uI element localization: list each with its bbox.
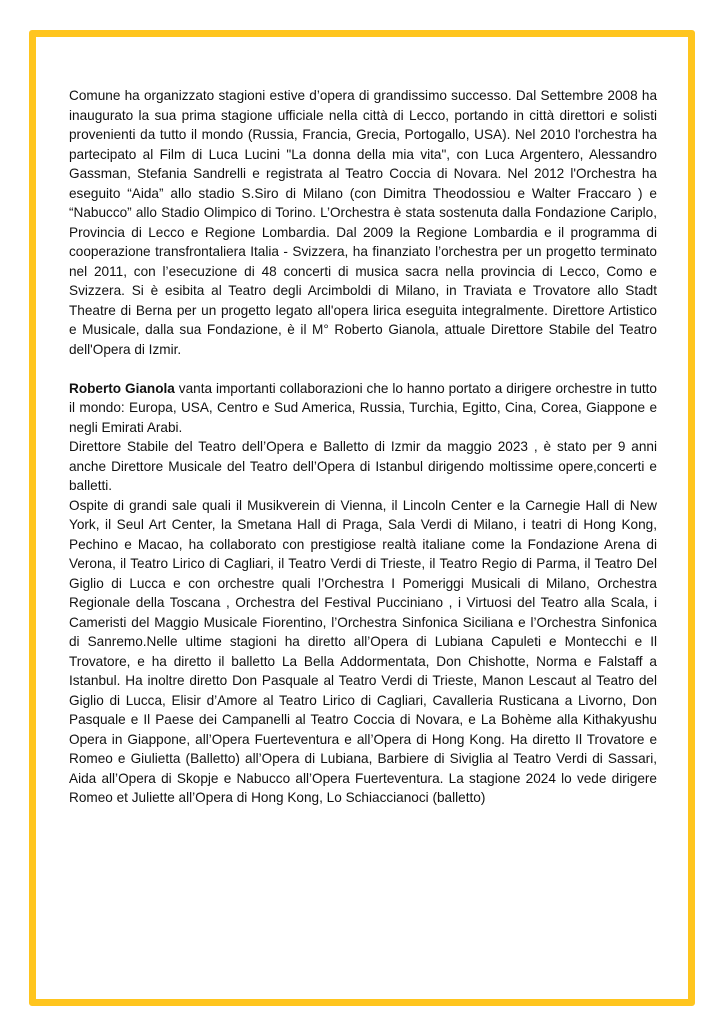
document-body [69, 86, 657, 808]
paragraph-spacer [69, 359, 657, 379]
paragraph-orchestra-history: Comune ha organizzato stagioni estive d’opera di grandissimo successo. Dal Settembre 2008 ha inaugurato la sua prima stagione ufficiale nella città di Lecco, portando in città direttori e solisti provenienti da tutto il mondo (Russia, Francia, Grecia, Portogallo, USA). Nel 2010 l'orchestra ha partecipato al Film di Luca Lucini "La donna della mia vita", con Luca Argentero, Alessandro Gassman, Stefania Sandrelli e registrata al Teatro Coccia di Novara. Nel 2012 l'Orchestra ha eseguito “Aida” allo stadio S.Siro di Milano (con Dimitra Theodossiou e Walter Fraccaro ) e “Nabucco” allo Stadio Olimpico di Torino. L’Orchestra è stata sostenuta dalla Fondazione Cariplo, Provincia di Lecco e Regione Lombardia. Dal 2009 la Regione Lombardia e il programma di cooperazione transfrontaliera Italia - Svizzera, ha finanziato l’orchestra per un progetto terminato nel 2011, con l’esecuzione di 48 concerti di musica sacra nella provincia di Lecco, Como e Svizzera. Si è esibita al Teatro degli Arcimboldi di Milano, in Traviata e Trovatore allo Stadt Theatre di Berna per un progetto legato all'opera lirica eseguita integralmente. Direttore Artistico e Musicale, dalla sua Fondazione, è il M° Roberto Gianola, attuale Direttore Stabile del Teatro dell'Opera di Izmir. [69, 88, 657, 357]
paragraph-gianola-intro [69, 379, 657, 438]
paragraph-izmir-istanbul: Direttore Stabile del Teatro dell’Opera e Balletto di Izmir da maggio 2023 , è stato per 9 anni anche Direttore Musicale del Teatro dell’Opera di Istanbul dirigendo moltissime opere,concerti e balletti. [69, 439, 657, 493]
conductor-name: Roberto Gianola [69, 380, 175, 396]
paragraph-gianola-intro-text: vanta importanti collaborazioni che lo hanno portato a dirigere orchestre in tutto il mondo: Europa, USA, Centro e Sud America, Russia, Turchia, Egitto, Cina, Corea, Giappone e negli Emirati Arabi. [69, 380, 657, 435]
paragraph-guest-appearances: Ospite di grandi sale quali il Musikverein di Vienna, il Lincoln Center e la Carnegie Hall di New York, il Seul Art Center, la Smetana Hall di Praga, Sala Verdi di Milano, i teatri di Hong Kong, Pechino e Macao, ha collaborato con prestigiose realtà italiane come la Fondazione Arena di Verona, il Teatro Lirico di Cagliari, il Teatro Verdi di Trieste, il Teatro Regio di Parma, il Teatro Del Giglio di Lucca e con orchestre quali l’Orchestra I Pomeriggi Musicali di Milano, Orchestra Regionale della Toscana , Orchestra del Festival Pucciniano , i Virtuosi del Teatro alla Scala, i Cameristi del Maggio Musicale Fiorentino, l’Orchestra Sinfonica Siciliana e l’Orchestra Sinfonica di Sanremo.Nelle ultime stagioni ha diretto all’Opera di Lubiana Capuleti e Montecchi e Il Trovatore, e ha diretto il balletto La Bella Addormentata, Don Chishotte, Norma e Falstaff a Istanbul. Ha inoltre diretto Don Pasquale al Teatro Verdi di Trieste, Manon Lescaut al Teatro del Giglio di Lucca, Elisir d’Amore al Teatro Lirico di Cagliari, Cavalleria Rusticana a Livorno, Don Pasquale e Il Paese dei Campanelli al Teatro Coccia di Novara, e La Bohème alla Kithakyushu Opera in Giappone, all’Opera Fuerteventura e all’Opera di Hong Kong. Ha diretto Il Trovatore e Romeo e Giulietta (Balletto) all’Opera di Lubiana, Barbiere di Siviglia al Teatro Verdi di Sassari, Aida all’Opera di Skopje e Nabucco all’Opera Fuerteventura. La stagione 2024 lo vede dirigere Romeo et Juliette all’Opera di Hong Kong, Lo Schiaccianoci (balletto) [69, 497, 657, 805]
